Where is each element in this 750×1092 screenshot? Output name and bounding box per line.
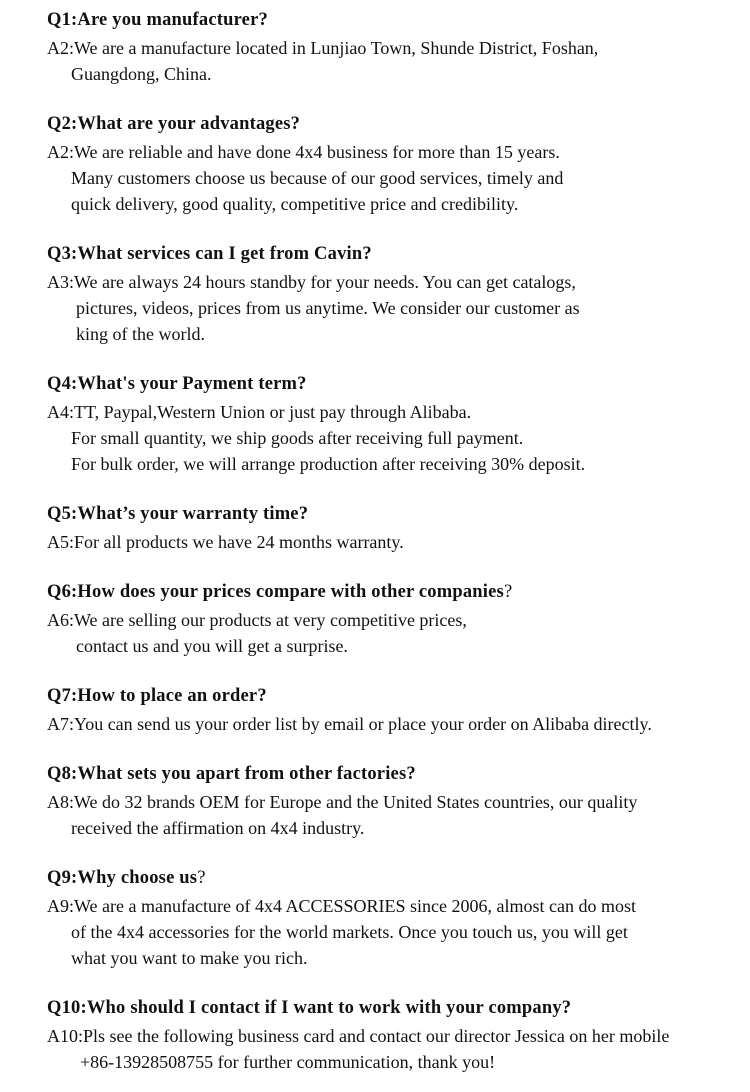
answer-6-line-2: contact us and you will get a surprise.	[76, 636, 348, 656]
answer-10-line-2: +86-13928508755 for further communication, thank you!	[80, 1052, 496, 1072]
answer-9	[47, 893, 636, 971]
answer-6	[47, 607, 467, 659]
answer-10	[47, 1023, 669, 1075]
question-10	[47, 997, 571, 1019]
answer-1-line-1: A2:We are a manufacture located in Lunjiao Town, Shunde District, Foshan,	[47, 38, 599, 58]
answer-2-line-2: Many customers choose us because of our good services, timely and	[71, 168, 564, 188]
question-3	[47, 243, 372, 265]
answer-9-line-3: what you want to make you rich.	[71, 948, 308, 968]
answer-6-line-1: A6:We are selling our products at very competitive prices,	[47, 610, 467, 630]
question-8-text: Q8:What sets you apart from other factories?	[47, 764, 416, 784]
answer-3-line-3: king of the world.	[76, 324, 205, 344]
question-2-text: Q2:What are your advantages?	[47, 114, 301, 134]
question-9-mark: ?	[197, 868, 206, 888]
question-1-text: Q1:Are you manufacturer?	[47, 10, 268, 30]
question-6-text: Q6:How does your prices compare with other companies	[47, 582, 504, 602]
answer-4	[47, 399, 585, 477]
answer-2-line-1: A2:We are reliable and have done 4x4 business for more than 15 years.	[47, 142, 560, 162]
answer-7	[47, 711, 652, 737]
answer-4-line-2: For small quantity, we ship goods after receiving full payment.	[71, 428, 524, 448]
question-9	[47, 867, 206, 889]
answer-3-line-1: A3:We are always 24 hours standby for your needs. You can get catalogs,	[47, 272, 576, 292]
answer-10-line-1: A10:Pls see the following business card and contact our director Jessica on her mobile	[47, 1026, 670, 1046]
answer-2-line-3: quick delivery, good quality, competitive price and credibility.	[71, 194, 519, 214]
question-6-mark: ?	[503, 582, 513, 602]
answer-4-line-3: For bulk order, we will arrange production after receiving 30% deposit.	[71, 454, 586, 474]
answer-5-line-1: A5:For all products we have 24 months warranty.	[47, 532, 404, 552]
answer-8-line-2: received the affirmation on 4x4 industry.	[71, 818, 365, 838]
answer-7-line-1: A7:You can send us your order list by email or place your order on Alibaba directly.	[47, 714, 652, 734]
question-8	[47, 763, 416, 785]
answer-9-line-2: of the 4x4 accessories for the world markets. Once you touch us, you will get	[71, 922, 628, 942]
answer-2	[47, 139, 563, 217]
question-10-text: Q10:Who should I contact if I want to work with your company?	[47, 998, 572, 1018]
question-5-text: Q5:What’s your warranty time?	[47, 504, 309, 524]
question-6	[47, 581, 512, 603]
answer-1-line-2: Guangdong, China.	[71, 64, 212, 84]
question-7	[47, 685, 267, 707]
answer-4-line-1: A4:TT, Paypal,Western Union or just pay through Alibaba.	[47, 402, 472, 422]
question-4-text: Q4:What's your Payment term?	[47, 374, 307, 394]
answer-8-line-1: A8:We do 32 brands OEM for Europe and the United States countries, our quality	[47, 792, 638, 812]
question-7-text: Q7:How to place an order?	[47, 686, 267, 706]
question-1	[47, 9, 268, 31]
answer-8	[47, 789, 637, 841]
question-4	[47, 373, 307, 395]
answer-9-line-1: A9:We are a manufacture of 4x4 ACCESSORIES since 2006, almost can do most	[47, 896, 636, 916]
question-5	[47, 503, 308, 525]
question-9-text: Q9:Why choose us	[47, 868, 198, 888]
question-3-text: Q3:What services can I get from Cavin?	[47, 244, 372, 264]
question-2	[47, 113, 300, 135]
answer-3	[47, 269, 580, 347]
answer-1	[47, 35, 598, 87]
answer-5	[47, 529, 404, 555]
answer-3-line-2: pictures, videos, prices from us anytime. We consider our customer as	[76, 298, 580, 318]
